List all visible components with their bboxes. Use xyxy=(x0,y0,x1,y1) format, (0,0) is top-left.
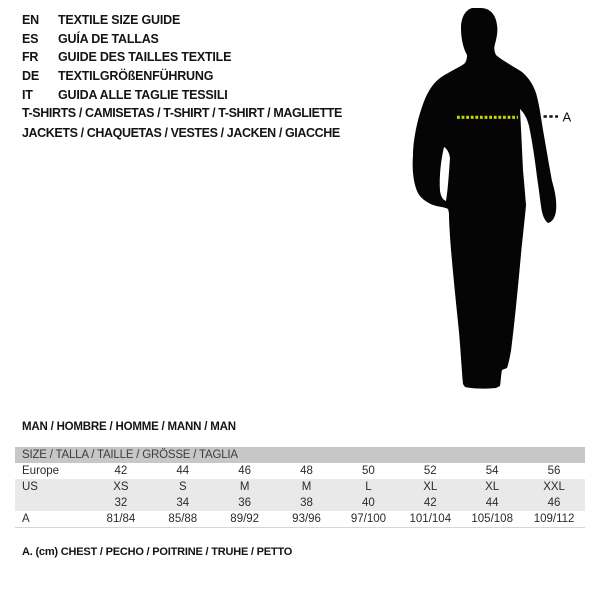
language-code: IT xyxy=(22,87,33,102)
table-header-row xyxy=(15,447,585,463)
table-cell: 56 xyxy=(547,465,561,477)
table-cell: 42 xyxy=(114,465,128,477)
footnote-chest: A. (cm) CHEST / PECHO / POITRINE / TRUHE / PETTO xyxy=(22,546,293,558)
table-cell: M xyxy=(276,479,338,495)
table-cell: 42 xyxy=(399,495,461,511)
language-row xyxy=(22,85,231,104)
language-code: FR xyxy=(22,50,39,65)
language-row xyxy=(22,30,231,49)
table-cell: 40 xyxy=(338,495,400,511)
man-silhouette xyxy=(400,0,600,400)
row-label: Europe xyxy=(22,465,60,477)
language-row xyxy=(22,11,231,30)
section-title-man: MAN / HOMBRE / HOMME / MANN / MAN xyxy=(22,421,236,433)
table-cell: 46 xyxy=(523,495,585,511)
size-table xyxy=(15,447,585,528)
language-row xyxy=(22,48,231,67)
table-cell: 89/92 xyxy=(214,511,276,528)
language-label: GUÍA DE TALLAS xyxy=(58,31,159,46)
table-cell: 101/104 xyxy=(399,511,461,528)
table-cell: 54 xyxy=(485,465,499,477)
table-cell: 85/88 xyxy=(152,511,214,528)
table-row-chest-cm xyxy=(15,511,585,528)
category-lines xyxy=(22,103,342,143)
language-code: EN xyxy=(22,13,39,28)
table-cell: 48 xyxy=(300,465,313,477)
table-cell: 52 xyxy=(423,465,437,477)
language-label: GUIDE DES TAILLES TEXTILE xyxy=(58,50,232,65)
table-cell: 44 xyxy=(461,495,523,511)
category-line-tshirts: T-SHIRTS / CAMISETAS / T-SHIRT / T-SHIRT / MAGLIETTE xyxy=(22,106,342,120)
table-cell: XS xyxy=(90,479,152,495)
table-cell: 97/100 xyxy=(338,511,400,528)
language-code: DE xyxy=(22,69,39,84)
row-label: A xyxy=(15,511,90,528)
silhouette-path xyxy=(413,8,557,389)
table-row-europe xyxy=(15,463,585,479)
table-cell: 46 xyxy=(238,465,252,477)
table-cell: 109/112 xyxy=(523,511,585,528)
row-label: US xyxy=(15,479,90,495)
category-line-jackets: JACKETS / CHAQUETAS / VESTES / JACKEN / GIACCHE xyxy=(22,126,340,140)
language-row xyxy=(22,67,231,86)
table-cell: M xyxy=(214,479,276,495)
table-cell: 50 xyxy=(362,465,375,477)
table-cell: L xyxy=(338,479,400,495)
table-cell: 105/108 xyxy=(461,511,523,528)
table-cell: 81/84 xyxy=(90,511,152,528)
table-cell: S xyxy=(152,479,214,495)
language-list xyxy=(22,11,231,104)
row-label xyxy=(15,495,90,511)
table-cell: 36 xyxy=(214,495,276,511)
language-label: GUIDA ALLE TAGLIE TESSILI xyxy=(58,87,228,102)
table-cell: XL xyxy=(461,479,523,495)
language-code: ES xyxy=(22,31,39,46)
table-cell: 44 xyxy=(176,465,190,477)
table-row-us-numeric xyxy=(15,495,585,511)
table-cell: 34 xyxy=(152,495,214,511)
language-label: TEXTILE SIZE GUIDE xyxy=(58,13,181,28)
table-cell: 93/96 xyxy=(276,511,338,528)
language-label: TEXTILGRÖßENFÜHRUNG xyxy=(58,69,214,84)
table-row-us xyxy=(15,479,585,495)
measurement-label-a: A xyxy=(562,109,572,125)
table-cell: XXL xyxy=(523,479,585,495)
table-cell: XL xyxy=(399,479,461,495)
size-table-header: SIZE / TALLA / TAILLE / GRÖSSE / TAGLIA xyxy=(15,447,585,463)
table-cell: 38 xyxy=(276,495,338,511)
table-cell: 32 xyxy=(90,495,152,511)
